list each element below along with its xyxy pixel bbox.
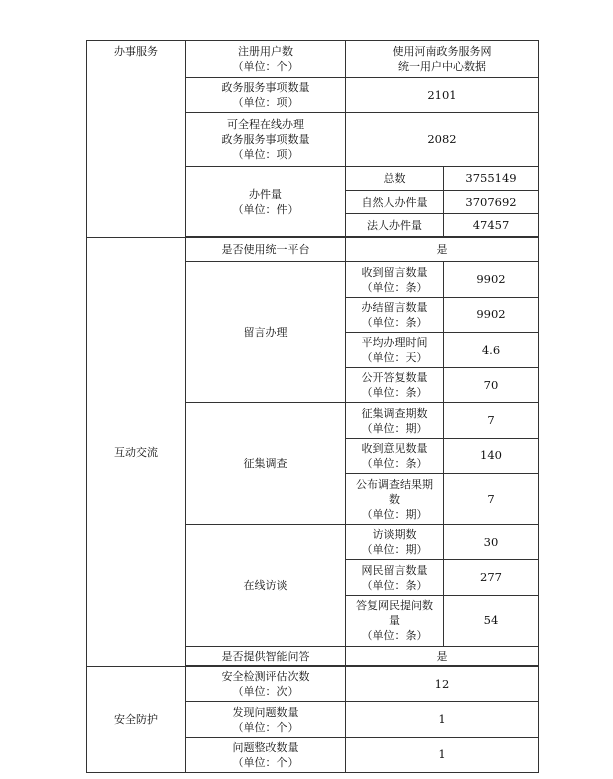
registered-users-value: 使用河南政务服务网 统一用户中心数据 bbox=[346, 41, 539, 78]
security-row-label: 问题整改数量 （单位：个） bbox=[186, 737, 346, 772]
security-row-value: 1 bbox=[346, 737, 539, 772]
messages-row-value: 70 bbox=[444, 368, 539, 403]
messages-row-value: 4.6 bbox=[444, 332, 539, 367]
unified-platform-value: 是 bbox=[346, 238, 539, 262]
interview-row-label: 答复网民提问数 量 （单位：条） bbox=[346, 595, 444, 646]
section-service: 办事服务 bbox=[87, 41, 186, 238]
interview-label: 在线访谈 bbox=[186, 525, 346, 647]
interview-row-label: 网民留言数量 （单位：条） bbox=[346, 560, 444, 595]
survey-row-value: 7 bbox=[444, 473, 539, 524]
statistics-table bbox=[86, 40, 539, 773]
cases-row-label: 法人办件量 bbox=[346, 214, 444, 237]
survey-row-value: 7 bbox=[444, 403, 539, 438]
messages-label: 留言办理 bbox=[186, 262, 346, 403]
messages-row-label: 收到留言数量 （单位：条） bbox=[346, 262, 444, 297]
smart-qa-label: 是否提供智能问答 bbox=[186, 647, 346, 666]
service-items-value: 2101 bbox=[346, 78, 539, 113]
interview-row-value: 30 bbox=[444, 525, 539, 560]
section-interaction: 互动交流 bbox=[87, 238, 186, 667]
cases-row-value: 3755149 bbox=[444, 166, 539, 190]
cases-row-label: 总数 bbox=[346, 166, 444, 190]
interview-row-value: 277 bbox=[444, 560, 539, 595]
messages-row-label: 公开答复数量 （单位：条） bbox=[346, 368, 444, 403]
messages-row-value: 9902 bbox=[444, 262, 539, 297]
online-items-value: 2082 bbox=[346, 113, 539, 166]
registered-users-label: 注册用户数 （单位：个） bbox=[186, 41, 346, 78]
survey-label: 征集调查 bbox=[186, 403, 346, 525]
messages-row-label: 平均办理时间 （单位：天） bbox=[346, 332, 444, 367]
cases-label: 办件量 （单位：件） bbox=[186, 166, 346, 236]
messages-row-label: 办结留言数量 （单位：条） bbox=[346, 297, 444, 332]
cases-row-value: 47457 bbox=[444, 214, 539, 237]
survey-row-label: 征集调查期数 （单位：期） bbox=[346, 403, 444, 438]
security-row-value: 12 bbox=[346, 667, 539, 702]
online-items-label: 可全程在线办理 政务服务事项数量 （单位：项） bbox=[186, 113, 346, 166]
survey-row-value: 140 bbox=[444, 438, 539, 473]
section-security: 安全防护 bbox=[87, 667, 186, 773]
interview-row-label: 访谈期数 （单位：期） bbox=[346, 525, 444, 560]
smart-qa-value: 是 bbox=[346, 647, 539, 666]
interview-row-value: 54 bbox=[444, 595, 539, 646]
cases-row-label: 自然人办件量 bbox=[346, 191, 444, 214]
messages-row-value: 9902 bbox=[444, 297, 539, 332]
survey-row-label: 公布调查结果期 数 （单位：期） bbox=[346, 473, 444, 524]
security-row-value: 1 bbox=[346, 702, 539, 737]
security-row-label: 发现问题数量 （单位：个） bbox=[186, 702, 346, 737]
cases-row-value: 3707692 bbox=[444, 191, 539, 214]
unified-platform-label: 是否使用统一平台 bbox=[186, 238, 346, 262]
security-row-label: 安全检测评估次数 （单位：次） bbox=[186, 667, 346, 702]
service-items-label: 政务服务事项数量 （单位：项） bbox=[186, 78, 346, 113]
survey-row-label: 收到意见数量 （单位：条） bbox=[346, 438, 444, 473]
